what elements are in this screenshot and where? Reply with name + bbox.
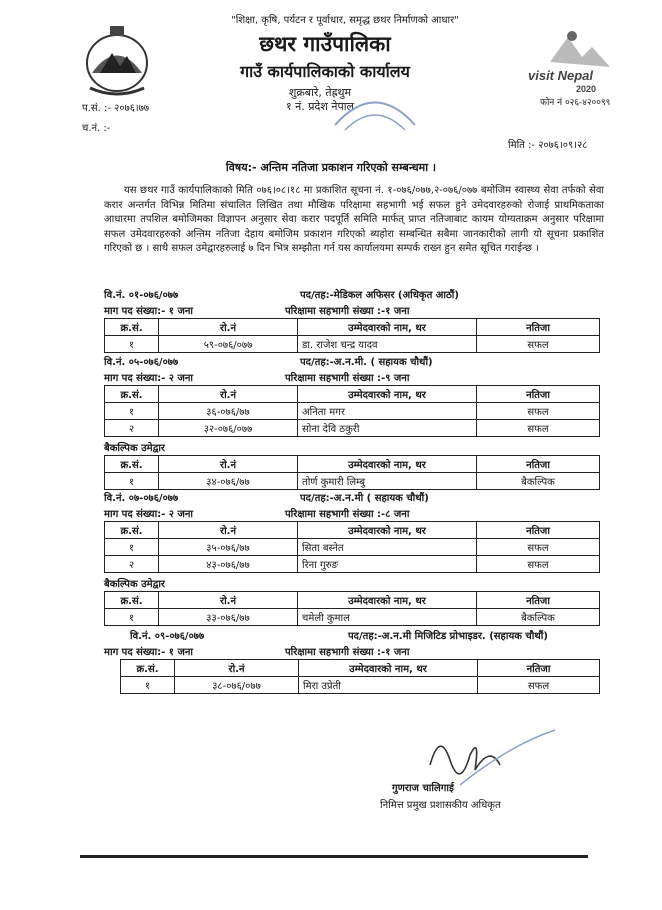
section-4-demand: माग पद संख्या:- १ जना bbox=[104, 647, 194, 658]
section-3-table bbox=[104, 521, 600, 573]
table-row bbox=[121, 677, 600, 694]
notice-body bbox=[104, 184, 604, 257]
table-header bbox=[105, 592, 600, 609]
col-name: उम्मेदवारको नाम, थर bbox=[298, 522, 477, 539]
section-4-participants: परिक्षामा सहभागी संख्या :-१ जना bbox=[285, 647, 410, 658]
subject: विषय:- अन्तिम नतिजा प्रकाशन गरिएको सम्बन्धमा । bbox=[225, 161, 437, 174]
phone-number: फोन नं ०२६-४२००९९ bbox=[540, 98, 611, 108]
cell-sn: २ bbox=[105, 420, 159, 437]
visit-nepal-logo-icon bbox=[520, 22, 630, 94]
col-roll: रो.नं bbox=[159, 456, 298, 473]
section-3-alt-title: बैकल्पिक उमेद्वार bbox=[104, 579, 166, 590]
section-3-alt-table bbox=[104, 591, 600, 626]
section-2-table bbox=[104, 385, 600, 437]
col-result: नतिजा bbox=[478, 660, 600, 677]
col-name: उम्मेदवारको नाम, थर bbox=[298, 386, 477, 403]
cell-roll: ३६-०७६/७७ bbox=[159, 403, 298, 420]
section-4-post: पद/तह:-अ.न.मी मिजिटिड प्रोभाइडर. (सहायक चौथौं) bbox=[348, 631, 548, 642]
section-2-vi: वि.नं. ०५-०७६/०७७ bbox=[104, 357, 179, 368]
section-3-participants: परिक्षामा सहभागी संख्या :-८ जना bbox=[285, 509, 410, 520]
table-row bbox=[105, 420, 600, 437]
cell-result: सफल bbox=[477, 420, 600, 437]
table-row bbox=[105, 609, 600, 626]
cell-roll: ३३-०७६/७७ bbox=[159, 609, 298, 626]
cell-result: सफल bbox=[477, 539, 600, 556]
notice-date: मिति :- २०७६।०९।२८ bbox=[508, 140, 588, 151]
section-3-demand: माग पद संख्या:- २ जना bbox=[104, 509, 194, 520]
section-1-participants: परिक्षामा सहभागी संख्या :-१ जना bbox=[285, 306, 410, 317]
section-2-demand: माग पद संख्या:- २ जना bbox=[104, 373, 194, 384]
col-result: नतिजा bbox=[477, 456, 600, 473]
col-name: उम्मेदवारको नाम, थर bbox=[298, 319, 477, 336]
cell-roll: ३८-०७६/०७७ bbox=[175, 677, 299, 694]
cell-sn: १ bbox=[105, 403, 159, 420]
office-name: छथर गाउँपालिका bbox=[259, 32, 391, 56]
cell-result: बैकल्पिक bbox=[477, 609, 600, 626]
section-2-alt-title: बैकल्पिक उमेद्वार bbox=[104, 443, 166, 454]
col-roll: रो.नं bbox=[159, 522, 298, 539]
cell-name: चमेली कुमाल bbox=[298, 609, 477, 626]
col-roll: रो.नं bbox=[159, 386, 298, 403]
cell-roll: ४३-०७६/७७ bbox=[159, 556, 298, 573]
section-2-participants: परिक्षामा सहभागी संख्या :-९ जना bbox=[285, 373, 410, 384]
cell-result: सफल bbox=[477, 556, 600, 573]
col-name: उम्मेदवारको नाम, थर bbox=[299, 660, 478, 677]
col-sn: क्र.सं. bbox=[105, 456, 159, 473]
col-sn: क्र.सं. bbox=[105, 522, 159, 539]
section-2-alt-table bbox=[104, 455, 600, 490]
cell-sn: २ bbox=[105, 556, 159, 573]
office-subtitle: गाउँ कार्यपालिकाको कार्यालय bbox=[240, 62, 410, 81]
col-sn: क्र.सं. bbox=[105, 386, 159, 403]
table-row bbox=[105, 403, 600, 420]
cell-name: डा. राजेश चन्द्र यादव bbox=[298, 336, 477, 353]
col-roll: रो.नं bbox=[175, 660, 299, 677]
col-result: नतिजा bbox=[477, 592, 600, 609]
table-row bbox=[105, 473, 600, 490]
cell-result: सफल bbox=[477, 336, 600, 353]
cell-sn: १ bbox=[105, 336, 159, 353]
section-1-demand: माग पद संख्या:- १ जना bbox=[104, 306, 194, 317]
col-roll: रो.नं bbox=[159, 592, 298, 609]
cell-name: अनिता मगर bbox=[298, 403, 477, 420]
cell-result: बैकल्पिक bbox=[477, 473, 600, 490]
cell-sn: १ bbox=[121, 677, 175, 694]
svg-text:2020: 2020 bbox=[576, 84, 597, 94]
cell-result: सफल bbox=[477, 403, 600, 420]
col-roll: रो.नं bbox=[159, 319, 298, 336]
col-result: नतिजा bbox=[477, 386, 600, 403]
tagline: "शिक्षा, कृषि, पर्यटन र पूर्वाधार, समृद्ध छथर निर्माणको आधार" bbox=[231, 15, 459, 26]
col-sn: क्र.सं. bbox=[121, 660, 175, 677]
section-3-post: पद/तह:-अ.न.मी ( सहायक चौथौं) bbox=[300, 493, 429, 504]
cell-name: मिरा उप्रेती bbox=[299, 677, 478, 694]
section-2-post: पद/तह:-अ.न.मी. ( सहायक चौथौं) bbox=[300, 357, 433, 368]
section-1-vi: वि.नं. ०१-०७६/०७७ bbox=[104, 290, 179, 301]
cell-name: तोर्ण कुमारी लिम्बु bbox=[298, 473, 477, 490]
cell-roll: ५९-०७६/०७७ bbox=[159, 336, 298, 353]
cell-roll: ३४-०७६/७७ bbox=[159, 473, 298, 490]
cell-roll: ३२-०७६/०७७ bbox=[159, 420, 298, 437]
nepal-emblem-icon bbox=[82, 18, 152, 98]
address-line-1: शुक्रबारे, तेह्रथुम bbox=[288, 86, 352, 99]
section-4-vi: वि.नं. ०९-०७६/०७७ bbox=[130, 631, 205, 642]
table-header bbox=[105, 456, 600, 473]
col-name: उम्मेदवारको नाम, थर bbox=[298, 592, 477, 609]
cell-name: सोना देवि ठकुरी bbox=[298, 420, 477, 437]
reference-number: प.सं. :- २०७६।७७ bbox=[82, 103, 150, 114]
signatory-name: गुणराज चालिगाई bbox=[392, 783, 454, 794]
section-3-vi: वि.नं. ०७-०७६/०७७ bbox=[104, 493, 179, 504]
signatory-title: निमित्त प्रमुख प्रशासकीय अधिकृत bbox=[380, 800, 501, 811]
col-sn: क्र.सं. bbox=[105, 319, 159, 336]
cell-sn: १ bbox=[105, 539, 159, 556]
table-row bbox=[105, 336, 600, 353]
section-1-post: पद/तह:-मेडिकल अफिसर (अधिकृत आठौं) bbox=[300, 290, 459, 301]
col-result: नतिजा bbox=[477, 522, 600, 539]
cell-name: सिता बस्नेत bbox=[298, 539, 477, 556]
col-name: उम्मेदवारको नाम, थर bbox=[298, 456, 477, 473]
table-header bbox=[105, 386, 600, 403]
table-row bbox=[105, 556, 600, 573]
notice-body-text: यस छथर गाउँ कार्यपालिकाको मिति ०७६।०८।१८ मा प्रकाशित सूचना नं. १-०७६/०७७,२-०७६/०७७ बमोजिम स्वास्थ्य सेवा तर्फको सेवा करार अन्तर्गत विभिन्न मितिमा संचालित लिखित तथा मौखिक परिक्षामा सहभागी भई सफल हुने उमेदवारहरुको रोजाई प्राथमिकताका आधारमा तपशिल बमोजिमका विज्ञापन अनुसार सेवा करार पदपूर्ति समिति मार्फत् प्राप्त नतिजाबाट कायम योग्यताक्रम अनुसार परिक्षामा सफल उमेदवारहरुको अन्तिम नतिजा देहाय बमोजिम प्रकाशन गरिएको ब्यहोरा सम्बन्धित सबैमा जानकारीको लागी यो सूचना प्रकाशित गरिएको छ । साथै सफल उमेद्वारहरुलाई ७ दिन भित्र सम्झौता गर्न यस कार्यालयमा सम्पर्क राख्न हुन समेत सूचित गराईन्छ । bbox=[104, 185, 604, 255]
table-header bbox=[105, 522, 600, 539]
section-1-table bbox=[104, 318, 600, 353]
col-result: नतिजा bbox=[477, 319, 600, 336]
dispatch-number: च.नं. :- bbox=[82, 123, 111, 134]
cell-sn: १ bbox=[105, 473, 159, 490]
table-row bbox=[105, 539, 600, 556]
cell-sn: १ bbox=[105, 609, 159, 626]
col-sn: क्र.सं. bbox=[105, 592, 159, 609]
address-line-2: १ नं. प्रदेश नेपाल bbox=[285, 100, 355, 113]
office-stamp-icon bbox=[330, 85, 420, 135]
table-header bbox=[105, 319, 600, 336]
cell-roll: ३५-०७६/७७ bbox=[159, 539, 298, 556]
footer-divider bbox=[80, 855, 588, 858]
cell-name: रिना गुरुङ bbox=[298, 556, 477, 573]
table-header bbox=[121, 660, 600, 677]
cell-result: सफल bbox=[478, 677, 600, 694]
section-4-table bbox=[120, 659, 600, 694]
svg-text:visit Nepal: visit Nepal bbox=[528, 68, 594, 83]
